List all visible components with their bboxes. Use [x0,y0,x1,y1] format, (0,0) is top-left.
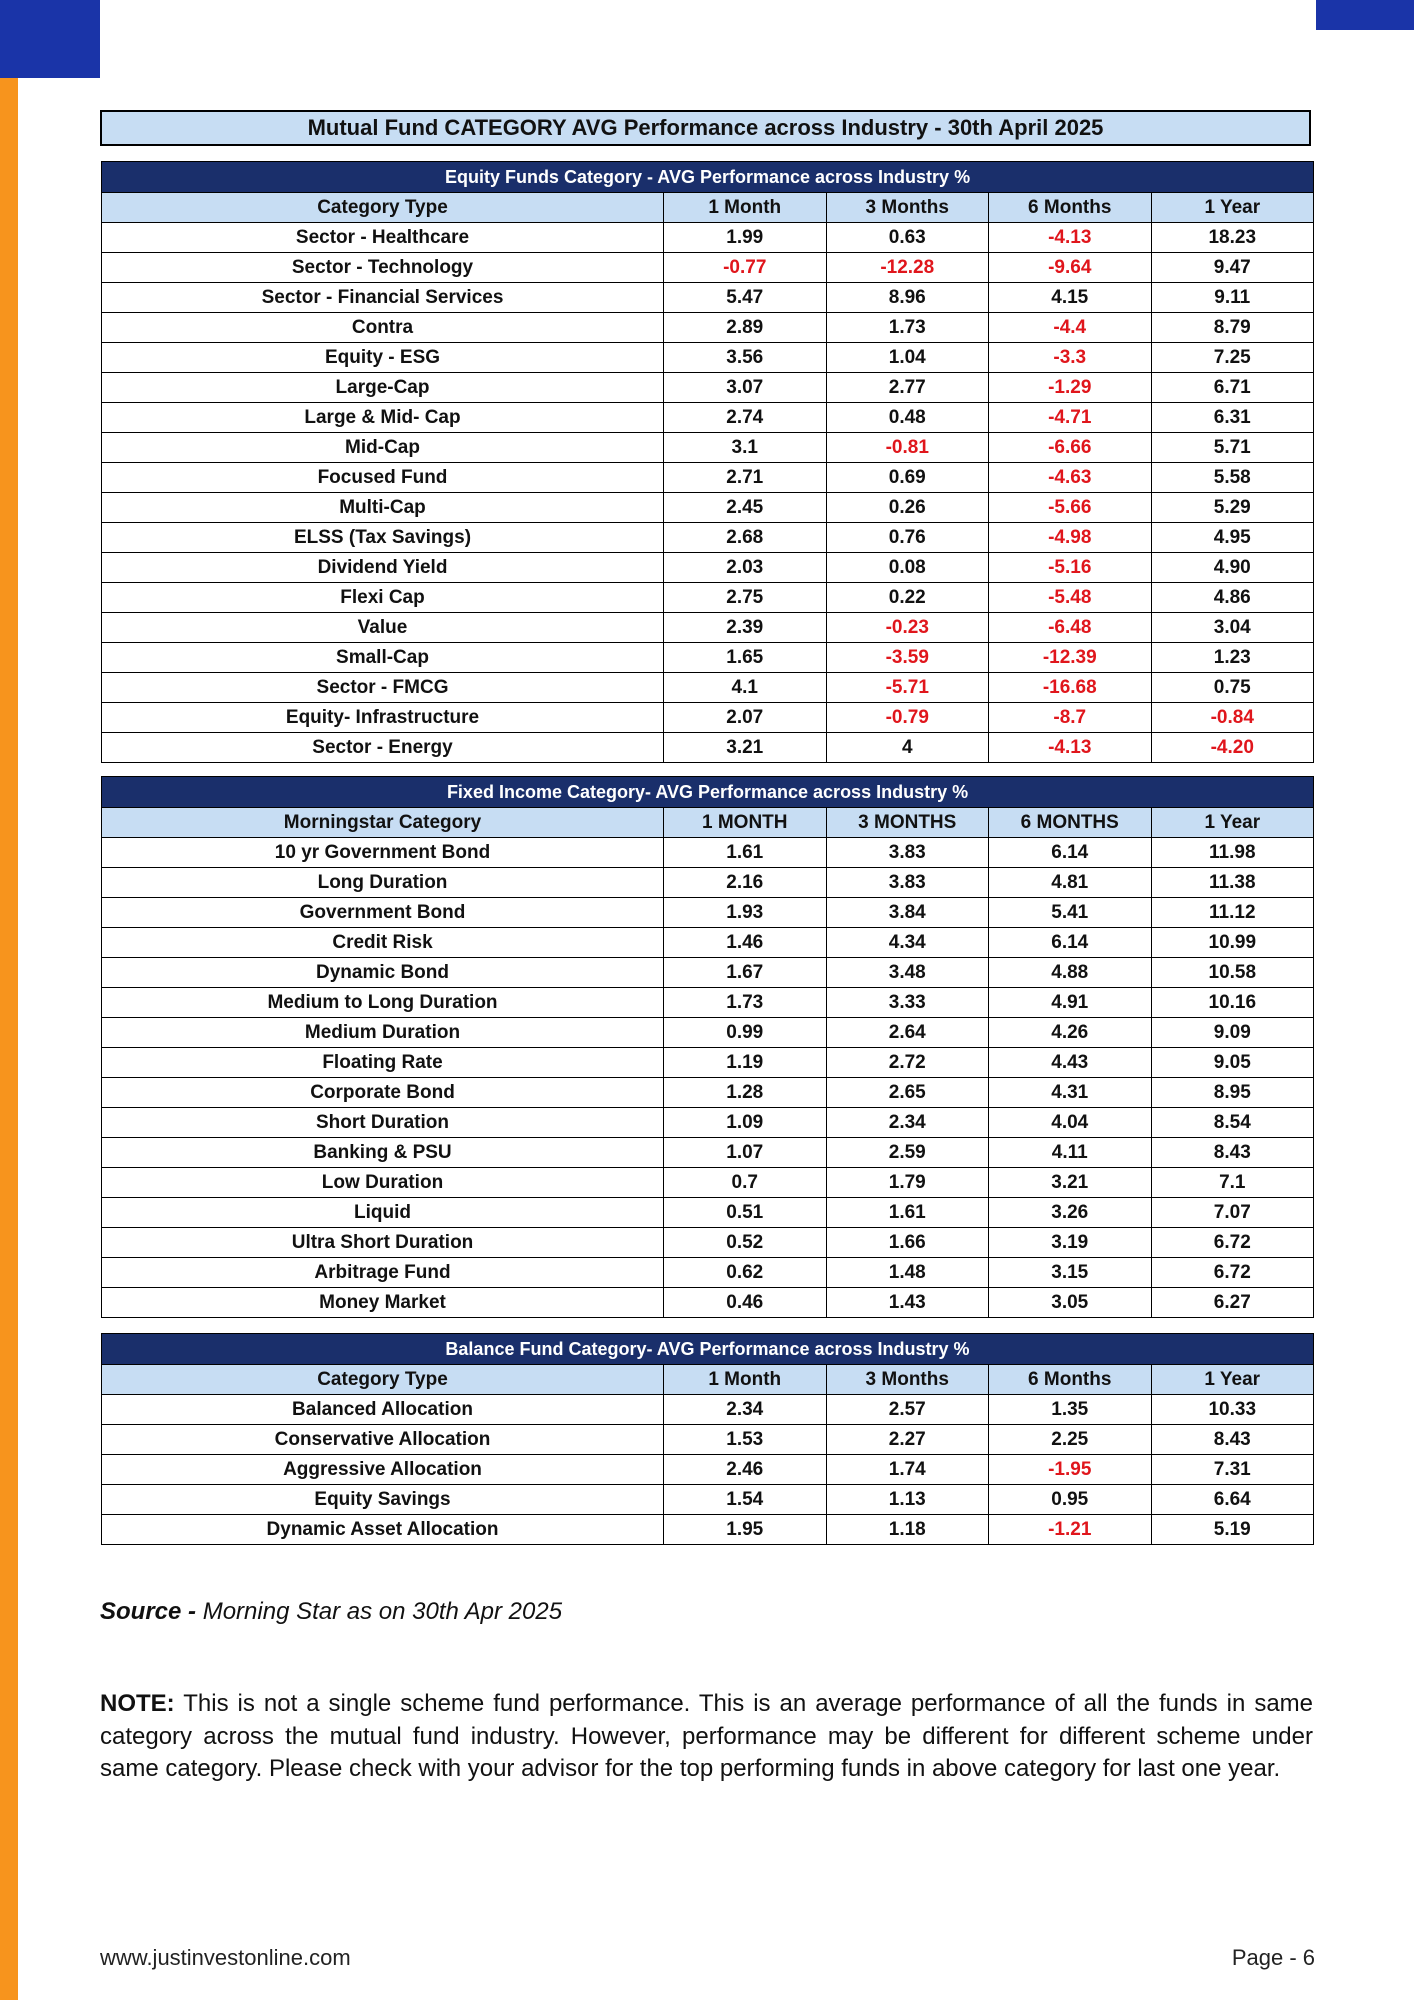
return-value-cell: 6.31 [1151,403,1314,433]
table-row [102,463,1314,493]
return-value-cell: 0.51 [664,1198,827,1228]
return-value-cell: 2.25 [989,1425,1152,1455]
table-title: Balance Fund Category- AVG Performance across Industry % [102,1334,1314,1365]
return-value-cell: 0.08 [826,553,989,583]
table-row [102,673,1314,703]
table-row [102,1258,1314,1288]
category-name-cell: Multi-Cap [102,493,664,523]
category-name-cell: Short Duration [102,1108,664,1138]
table-row [102,1018,1314,1048]
return-value-cell: 5.58 [1151,463,1314,493]
column-header: Morningstar Category [102,808,664,838]
return-value-cell: -6.66 [989,433,1152,463]
category-name-cell: Floating Rate [102,1048,664,1078]
category-name-cell: Contra [102,313,664,343]
return-value-cell: 6.27 [1151,1288,1314,1318]
return-value-cell: 10.99 [1151,928,1314,958]
category-name-cell: Corporate Bond [102,1078,664,1108]
return-value-cell: -1.29 [989,373,1152,403]
table-row [102,868,1314,898]
table-row [102,928,1314,958]
table-row [102,733,1314,763]
return-value-cell: -12.39 [989,643,1152,673]
return-value-cell: 6.14 [989,928,1152,958]
category-name-cell: Ultra Short Duration [102,1228,664,1258]
return-value-cell: 10.33 [1151,1395,1314,1425]
return-value-cell: -4.20 [1151,733,1314,763]
category-name-cell: Medium Duration [102,1018,664,1048]
return-value-cell: -5.71 [826,673,989,703]
return-value-cell: 5.71 [1151,433,1314,463]
return-value-cell: 9.47 [1151,253,1314,283]
return-value-cell: -12.28 [826,253,989,283]
return-value-cell: 2.27 [826,1425,989,1455]
return-value-cell: -6.48 [989,613,1152,643]
return-value-cell: 3.83 [826,838,989,868]
return-value-cell: 3.15 [989,1258,1152,1288]
table-row [102,1138,1314,1168]
category-name-cell: Aggressive Allocation [102,1455,664,1485]
return-value-cell: 4.90 [1151,553,1314,583]
return-value-cell: 3.07 [664,373,827,403]
table-row [102,1228,1314,1258]
return-value-cell: 1.66 [826,1228,989,1258]
return-value-cell: 1.54 [664,1485,827,1515]
return-value-cell: 2.45 [664,493,827,523]
return-value-cell: 4.31 [989,1078,1152,1108]
return-value-cell: 3.19 [989,1228,1152,1258]
return-value-cell: -3.3 [989,343,1152,373]
category-name-cell: Equity - ESG [102,343,664,373]
return-value-cell: 2.34 [826,1108,989,1138]
category-name-cell: Focused Fund [102,463,664,493]
return-value-cell: 4.91 [989,988,1152,1018]
return-value-cell: 0.46 [664,1288,827,1318]
return-value-cell: 3.04 [1151,613,1314,643]
return-value-cell: 2.64 [826,1018,989,1048]
category-name-cell: 10 yr Government Bond [102,838,664,868]
return-value-cell: 0.26 [826,493,989,523]
category-name-cell: Medium to Long Duration [102,988,664,1018]
table-row [102,1048,1314,1078]
return-value-cell: -0.79 [826,703,989,733]
table-row [102,703,1314,733]
column-header: 1 Year [1151,808,1314,838]
return-value-cell: 4.88 [989,958,1152,988]
return-value-cell: 2.59 [826,1138,989,1168]
top-right-brand-block [1316,0,1414,30]
return-value-cell: 4.86 [1151,583,1314,613]
return-value-cell: -4.63 [989,463,1152,493]
return-value-cell: 1.43 [826,1288,989,1318]
return-value-cell: -9.64 [989,253,1152,283]
category-name-cell: Sector - FMCG [102,673,664,703]
table-row [102,1198,1314,1228]
return-value-cell: 1.23 [1151,643,1314,673]
return-value-cell: -4.4 [989,313,1152,343]
table-row [102,1168,1314,1198]
category-name-cell: Sector - Financial Services [102,283,664,313]
return-value-cell: 2.46 [664,1455,827,1485]
return-value-cell: 1.18 [826,1515,989,1545]
page-title: Mutual Fund CATEGORY AVG Performance across Industry - 30th April 2025 [100,110,1311,146]
return-value-cell: 1.95 [664,1515,827,1545]
category-name-cell: Small-Cap [102,643,664,673]
category-name-cell: Sector - Healthcare [102,223,664,253]
return-value-cell: 3.48 [826,958,989,988]
column-header: 1 Year [1151,193,1314,223]
category-name-cell: Low Duration [102,1168,664,1198]
category-name-cell: Government Bond [102,898,664,928]
return-value-cell: 0.69 [826,463,989,493]
return-value-cell: 1.13 [826,1485,989,1515]
table-row [102,253,1314,283]
return-value-cell: 7.1 [1151,1168,1314,1198]
table-row [102,343,1314,373]
return-value-cell: 1.99 [664,223,827,253]
top-left-brand-block [0,0,100,78]
return-value-cell: 2.34 [664,1395,827,1425]
table-row [102,643,1314,673]
table-row [102,223,1314,253]
category-name-cell: Sector - Technology [102,253,664,283]
category-name-cell: Sector - Energy [102,733,664,763]
return-value-cell: -5.16 [989,553,1152,583]
return-value-cell: 1.61 [664,838,827,868]
category-name-cell: Money Market [102,1288,664,1318]
return-value-cell: 1.53 [664,1425,827,1455]
return-value-cell: 7.07 [1151,1198,1314,1228]
return-value-cell: 5.29 [1151,493,1314,523]
table-row [102,493,1314,523]
category-name-cell: Flexi Cap [102,583,664,613]
column-header: 6 MONTHS [989,808,1152,838]
return-value-cell: 1.48 [826,1258,989,1288]
return-value-cell: 1.19 [664,1048,827,1078]
table-row [102,283,1314,313]
return-value-cell: 7.25 [1151,343,1314,373]
column-header: 6 Months [989,193,1152,223]
return-value-cell: -0.81 [826,433,989,463]
column-header: 3 Months [826,193,989,223]
return-value-cell: 4.95 [1151,523,1314,553]
table-row [102,523,1314,553]
return-value-cell: 5.41 [989,898,1152,928]
return-value-cell: -4.13 [989,223,1152,253]
table-row [102,838,1314,868]
fixed-income-table [101,776,1314,1318]
column-header: 1 MONTH [664,808,827,838]
return-value-cell: 2.77 [826,373,989,403]
table-row [102,898,1314,928]
return-value-cell: 4.26 [989,1018,1152,1048]
return-value-cell: 3.21 [664,733,827,763]
return-value-cell: 2.74 [664,403,827,433]
column-header: 6 Months [989,1365,1152,1395]
category-name-cell: Banking & PSU [102,1138,664,1168]
return-value-cell: 6.72 [1151,1228,1314,1258]
table-row [102,313,1314,343]
return-value-cell: 1.09 [664,1108,827,1138]
return-value-cell: 0.76 [826,523,989,553]
table-row [102,958,1314,988]
return-value-cell: 4.11 [989,1138,1152,1168]
return-value-cell: 2.57 [826,1395,989,1425]
return-value-cell: 3.56 [664,343,827,373]
footer-page-number: Page - 6 [1231,1945,1315,1970]
return-value-cell: -1.21 [989,1515,1152,1545]
table-row [102,1078,1314,1108]
column-header: Category Type [102,193,664,223]
source-label: Source - [100,1598,197,1625]
return-value-cell: 0.22 [826,583,989,613]
left-accent-bar [0,0,18,2000]
return-value-cell: -0.23 [826,613,989,643]
return-value-cell: 4.1 [664,673,827,703]
return-value-cell: 2.03 [664,553,827,583]
return-value-cell: 0.63 [826,223,989,253]
return-value-cell: 11.12 [1151,898,1314,928]
column-header: 1 Year [1151,1365,1314,1395]
return-value-cell: 2.07 [664,703,827,733]
source-line [100,1598,562,1626]
return-value-cell: 1.93 [664,898,827,928]
return-value-cell: 4.81 [989,868,1152,898]
return-value-cell: 3.26 [989,1198,1152,1228]
table-row [102,1455,1314,1485]
return-value-cell: -5.48 [989,583,1152,613]
return-value-cell: 1.04 [826,343,989,373]
return-value-cell: 1.35 [989,1395,1152,1425]
return-value-cell: -4.13 [989,733,1152,763]
return-value-cell: 0.95 [989,1485,1152,1515]
table-row [102,988,1314,1018]
return-value-cell: 7.31 [1151,1455,1314,1485]
return-value-cell: 2.75 [664,583,827,613]
return-value-cell: 0.99 [664,1018,827,1048]
return-value-cell: 1.74 [826,1455,989,1485]
return-value-cell: 3.33 [826,988,989,1018]
return-value-cell: 6.72 [1151,1258,1314,1288]
source-text: Morning Star as on 30th Apr 2025 [202,1598,563,1625]
note-label: NOTE: [100,1690,175,1717]
return-value-cell: 2.68 [664,523,827,553]
return-value-cell: 10.16 [1151,988,1314,1018]
table-row [102,613,1314,643]
return-value-cell: 8.43 [1151,1425,1314,1455]
category-name-cell: Large-Cap [102,373,664,403]
return-value-cell: 0.75 [1151,673,1314,703]
return-value-cell: 0.7 [664,1168,827,1198]
category-name-cell: Mid-Cap [102,433,664,463]
return-value-cell: -3.59 [826,643,989,673]
return-value-cell: 2.71 [664,463,827,493]
balance-fund-table [101,1333,1314,1545]
return-value-cell: -5.66 [989,493,1152,523]
return-value-cell: 1.65 [664,643,827,673]
category-name-cell: Credit Risk [102,928,664,958]
table-title: Equity Funds Category - AVG Performance across Industry % [102,162,1314,193]
return-value-cell: 3.1 [664,433,827,463]
return-value-cell: 5.47 [664,283,827,313]
return-value-cell: 4.15 [989,283,1152,313]
category-name-cell: Large & Mid- Cap [102,403,664,433]
return-value-cell: 11.38 [1151,868,1314,898]
table-row [102,1485,1314,1515]
category-name-cell: Dividend Yield [102,553,664,583]
return-value-cell: 11.98 [1151,838,1314,868]
return-value-cell: 3.21 [989,1168,1152,1198]
column-header: 3 MONTHS [826,808,989,838]
return-value-cell: 8.95 [1151,1078,1314,1108]
return-value-cell: 3.05 [989,1288,1152,1318]
return-value-cell: 5.19 [1151,1515,1314,1545]
return-value-cell: 2.16 [664,868,827,898]
category-name-cell: Liquid [102,1198,664,1228]
table-row [102,433,1314,463]
return-value-cell: 0.48 [826,403,989,433]
return-value-cell: 6.64 [1151,1485,1314,1515]
return-value-cell: 1.73 [826,313,989,343]
table-row [102,583,1314,613]
return-value-cell: 4.34 [826,928,989,958]
column-header: 1 Month [664,193,827,223]
return-value-cell: 4.04 [989,1108,1152,1138]
return-value-cell: 1.67 [664,958,827,988]
return-value-cell: 2.39 [664,613,827,643]
table-row [102,1425,1314,1455]
return-value-cell: 6.71 [1151,373,1314,403]
return-value-cell: 2.65 [826,1078,989,1108]
table-row [102,1108,1314,1138]
return-value-cell: 9.09 [1151,1018,1314,1048]
category-name-cell: Equity- Infrastructure [102,703,664,733]
category-name-cell: Dynamic Asset Allocation [102,1515,664,1545]
table-row [102,1288,1314,1318]
return-value-cell: 10.58 [1151,958,1314,988]
category-name-cell: Value [102,613,664,643]
return-value-cell: 1.79 [826,1168,989,1198]
table-row [102,1515,1314,1545]
return-value-cell: 0.62 [664,1258,827,1288]
return-value-cell: 0.52 [664,1228,827,1258]
return-value-cell: -4.98 [989,523,1152,553]
category-name-cell: Long Duration [102,868,664,898]
return-value-cell: 2.89 [664,313,827,343]
equity-funds-table [101,161,1314,763]
table-row [102,553,1314,583]
return-value-cell: -8.7 [989,703,1152,733]
return-value-cell: 8.43 [1151,1138,1314,1168]
return-value-cell: 1.46 [664,928,827,958]
return-value-cell: 1.28 [664,1078,827,1108]
return-value-cell: 1.07 [664,1138,827,1168]
return-value-cell: 9.11 [1151,283,1314,313]
return-value-cell: -1.95 [989,1455,1152,1485]
category-name-cell: Arbitrage Fund [102,1258,664,1288]
return-value-cell: 3.84 [826,898,989,928]
return-value-cell: 4 [826,733,989,763]
category-name-cell: ELSS (Tax Savings) [102,523,664,553]
return-value-cell: 8.54 [1151,1108,1314,1138]
return-value-cell: 8.79 [1151,313,1314,343]
return-value-cell: 2.72 [826,1048,989,1078]
return-value-cell: 9.05 [1151,1048,1314,1078]
return-value-cell: -4.71 [989,403,1152,433]
table-title: Fixed Income Category- AVG Performance across Industry % [102,777,1314,808]
return-value-cell: -16.68 [989,673,1152,703]
return-value-cell: 3.83 [826,868,989,898]
return-value-cell: 4.43 [989,1048,1152,1078]
category-name-cell: Conservative Allocation [102,1425,664,1455]
return-value-cell: -0.77 [664,253,827,283]
category-name-cell: Dynamic Bond [102,958,664,988]
return-value-cell: 1.73 [664,988,827,1018]
column-header: 1 Month [664,1365,827,1395]
column-header: 3 Months [826,1365,989,1395]
return-value-cell: -0.84 [1151,703,1314,733]
return-value-cell: 1.61 [826,1198,989,1228]
table-row [102,403,1314,433]
return-value-cell: 18.23 [1151,223,1314,253]
table-row [102,1395,1314,1425]
return-value-cell: 6.14 [989,838,1152,868]
note-text: This is not a single scheme fund performance. This is an average performance of all the funds in same category across the mutual fund industry. However, performance may be different for different scheme under same category. Please check with your advisor for the top performing funds in above category for last one year. [100,1690,1314,1782]
category-name-cell: Equity Savings [102,1485,664,1515]
category-name-cell: Balanced Allocation [102,1395,664,1425]
column-header: Category Type [102,1365,664,1395]
footer-website-link[interactable]: www.justinvestonline.com [100,1945,351,1970]
return-value-cell: 8.96 [826,283,989,313]
note-paragraph [100,1688,1313,1786]
table-row [102,373,1314,403]
